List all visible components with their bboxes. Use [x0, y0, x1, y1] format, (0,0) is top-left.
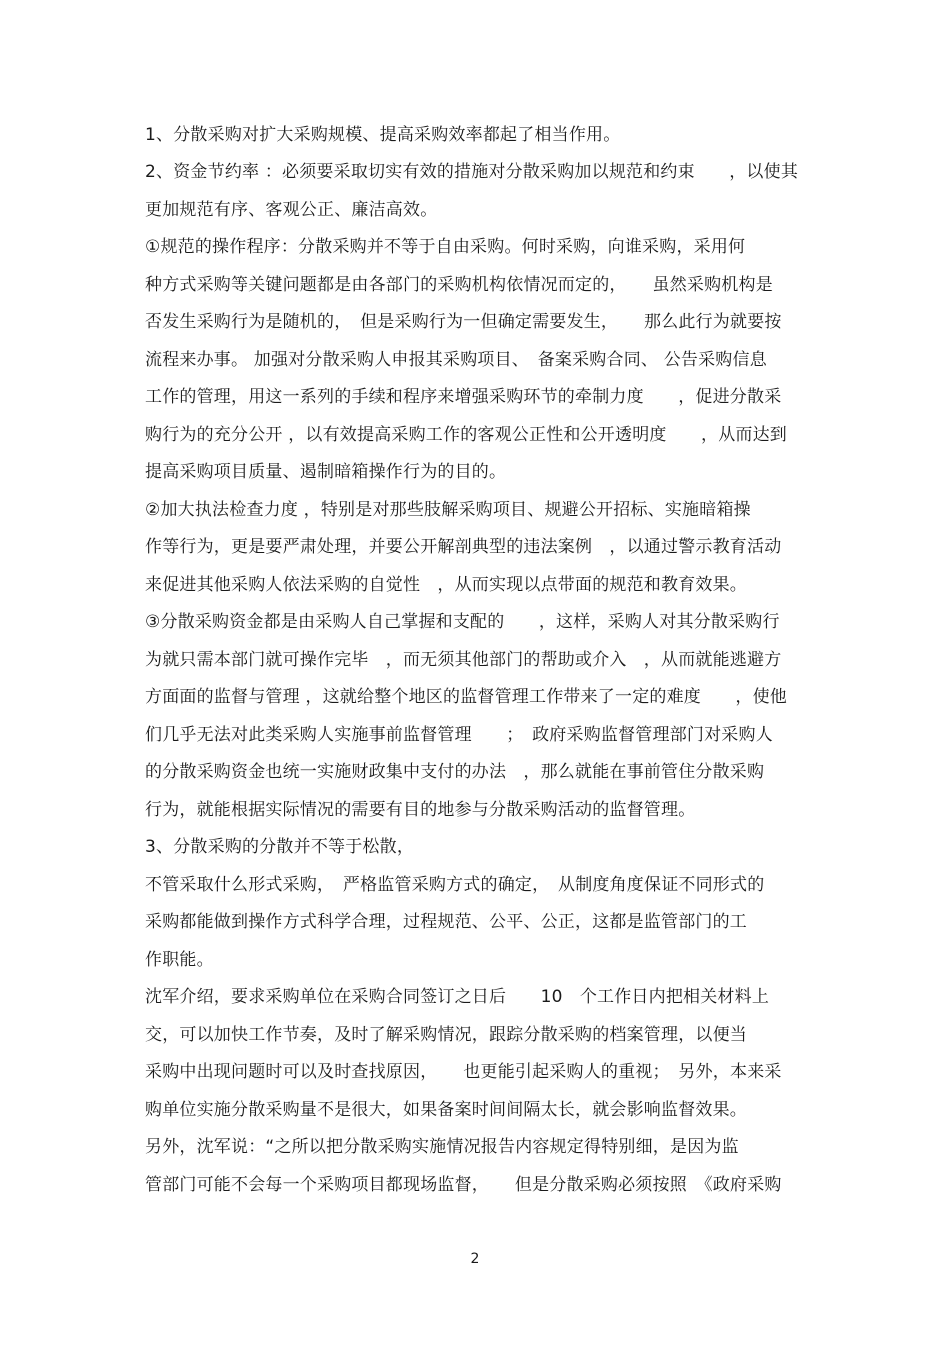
text-line: 采购中出现问题时可以及时查找原因， 也更能引起采购人的重视； 另外，本来采	[145, 1062, 782, 1082]
text-line: 工作的管理，用这一系列的手续和程序来增强采购环节的牵制力度 ，促进分散采	[145, 387, 782, 407]
text-line: 1、分散采购对扩大采购规模、提高采购效率都起了相当作用。	[145, 125, 621, 145]
text-line: 2、资金节约率 ：必须要采取切实有效的措施对分散采购加以规范和约束 ，以使其	[145, 162, 799, 182]
text-line: 为就只需本部门就可操作完毕 ，而无须其他部门的帮助或介入 ，从而就能逃避方	[145, 650, 782, 670]
text-line: 购行为的充分公开 ，以有效提高采购工作的客观公正性和公开透明度 ，从而达到	[145, 425, 788, 445]
text-line: 沈军介绍，要求采购单位在采购合同签订之日后 10 个工作日内把相关材料上	[145, 987, 770, 1007]
text-line: 行为，就能根据实际情况的需要有目的地参与分散采购活动的监督管理。	[145, 800, 696, 820]
text-line: 提高采购项目质量、遏制暗箱操作行为的目的。	[145, 462, 507, 482]
text-line: 更加规范有序、客观公正、廉洁高效。	[145, 200, 438, 220]
text-line: 种方式采购等关键问题都是由各部门的采购机构依情况而定的， 虽然采购机构是	[145, 275, 773, 295]
text-line: 作职能。	[145, 950, 214, 970]
text-line: ②加大执法检查力度 ，特别是对那些肢解采购项目、规避公开招标、实施暗箱操	[145, 500, 751, 520]
text-line: 来促进其他采购人依法采购的自觉性 ，从而实现以点带面的规范和教育效果。	[145, 575, 747, 595]
text-line: 交，可以加快工作节奏，及时了解采购情况，跟踪分散采购的档案管理，以便当	[145, 1025, 747, 1045]
text-line: 否发生采购行为是随机的， 但是采购行为一但确定需要发生， 那么此行为就要按	[145, 312, 782, 332]
page-number: 2	[470, 1251, 480, 1267]
text-line: 不管采取什么形式采购， 严格监管采购方式的确定， 从制度角度保证不同形式的	[145, 875, 765, 895]
text-line: 管部门可能不会每一个采购项目都现场监督， 但是分散采购必须按照 《政府采购	[145, 1175, 782, 1195]
text-line: ①规范的操作程序：分散采购并不等于自由采购。何时采购，向谁采购，采用何	[145, 237, 746, 257]
text-line: 另外，沈军说：“之所以把分散采购实施情况报告内容规定得特别细，是因为监	[145, 1137, 739, 1157]
text-line: 采购都能做到操作方式科学合理，过程规范、公平、公正，这都是监管部门的工	[145, 912, 747, 932]
text-line: 的分散采购资金也统一实施财政集中支付的办法 ，那么就能在事前管住分散采购	[145, 762, 765, 782]
text-line: 们几乎无法对此类采购人实施事前监督管理 ； 政府采购监督管理部门对采购人	[145, 725, 773, 745]
text-line: 3、分散采购的分散并不等于松散，	[145, 837, 415, 857]
text-line: 流程来办事。 加强对分散采购人申报其采购项目、 备案采购合同、 公告采购信息	[145, 350, 767, 370]
text-line: 购单位实施分散采购量不是很大，如果备案时间间隔太长，就会影响监督效果。	[145, 1100, 747, 1120]
text-line: ③分散采购资金都是由采购人自己掌握和支配的 ，这样，采购人对其分散采购行	[145, 612, 780, 632]
text-line: 方面面的监督与管理 ，这就给整个地区的监督管理工作带来了一定的难度 ，使他	[145, 687, 788, 707]
text-line: 作等行为，更是要严肃处理，并要公开解剖典型的违法案例 ，以通过警示教育活动	[145, 537, 782, 557]
